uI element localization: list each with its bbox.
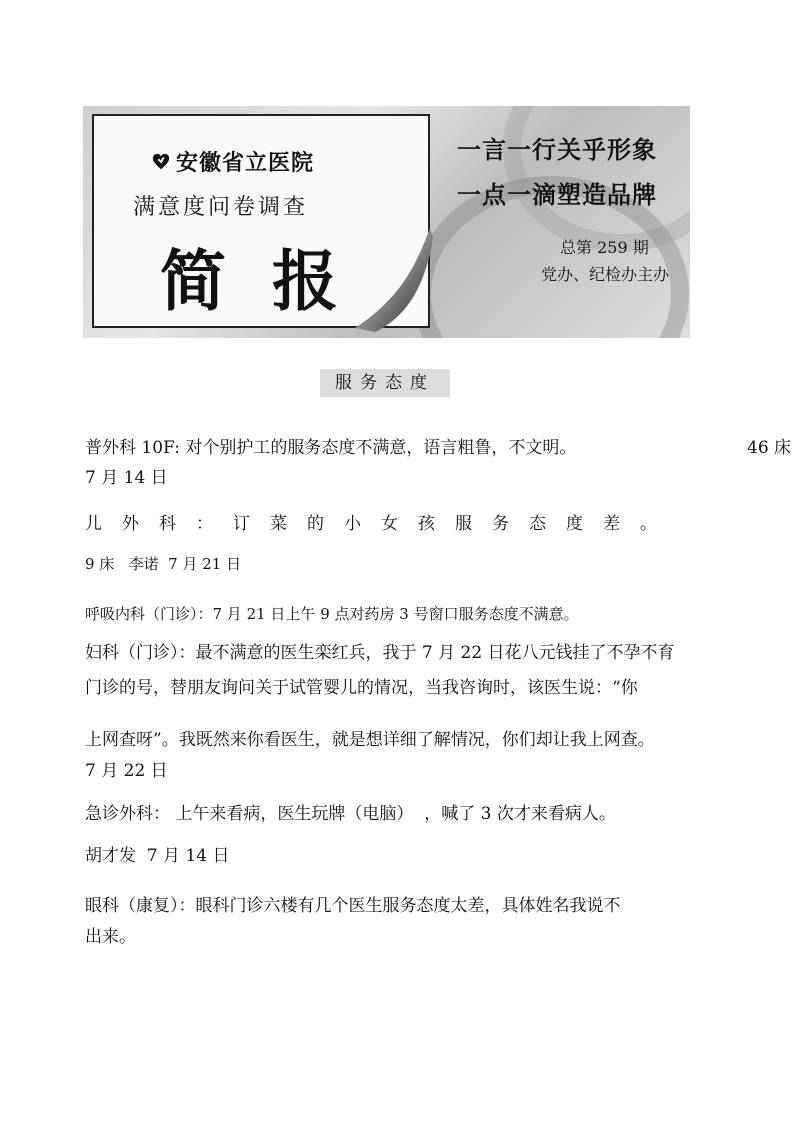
entry-2-text: 儿外科：订菜的小女孩服务态度差。 [85,514,677,534]
entry-1-bed: 46 床 [747,438,792,458]
slogan-line-2: 一点一滴塑造品牌 [457,181,657,209]
hospital-heart-logo-icon [152,153,170,171]
slogan-line-1: 一言一行关乎形象 [457,136,657,164]
hospital-name-text: 安徽省立医院 [176,151,315,176]
hospital-name [152,146,314,177]
issue-number: 总第 259 期 [560,238,649,257]
entry-5-meta: 胡才发 7 月 14 日 [85,846,230,866]
entry-1-text: 普外科 10F: 对个别护工的服务态度不满意，语言粗鲁，不文明。 [85,438,577,458]
entry-6-line-2: 出来。 [85,927,136,947]
entry-1-date: 7 月 14 日 [85,468,168,488]
entry-4-line-3: 上网查呀”。我既然来你看医生，就是想详细了解情况，你们却让我上网查。 [85,730,655,750]
survey-title: 满意度问卷调查 [133,195,309,220]
entry-2-meta: 9 床 李诺 7 月 21 日 [85,555,242,573]
entry-4-line-1: 妇科（门诊）：最不满意的医生栾红兵，我于 7 月 22 日花八元钱挂了不孕不育 [85,643,675,663]
entry-5-text: 急诊外科： 上午来看病，医生玩牌（电脑） ，喊了 3 次才来看病人。 [85,804,616,824]
entry-6-line-1: 眼科（康复）：眼科门诊六楼有几个医生服务态度太差，具体姓名我说不 [85,896,621,916]
entry-3-text: 呼吸内科（门诊）：7 月 21 日上午 9 点对药房 3 号窗口服务态度不满意。 [85,605,579,623]
entry-4-date: 7 月 22 日 [85,761,168,781]
section-title: 服务态度 [320,369,450,397]
entry-4-line-2: 门诊的号，替朋友询问关于试管婴儿的情况，当我咨询时，该医生说：“你 [85,678,638,698]
bulletin-title: 简报 [160,243,384,320]
organizer: 党办、纪检办主办 [541,265,670,284]
